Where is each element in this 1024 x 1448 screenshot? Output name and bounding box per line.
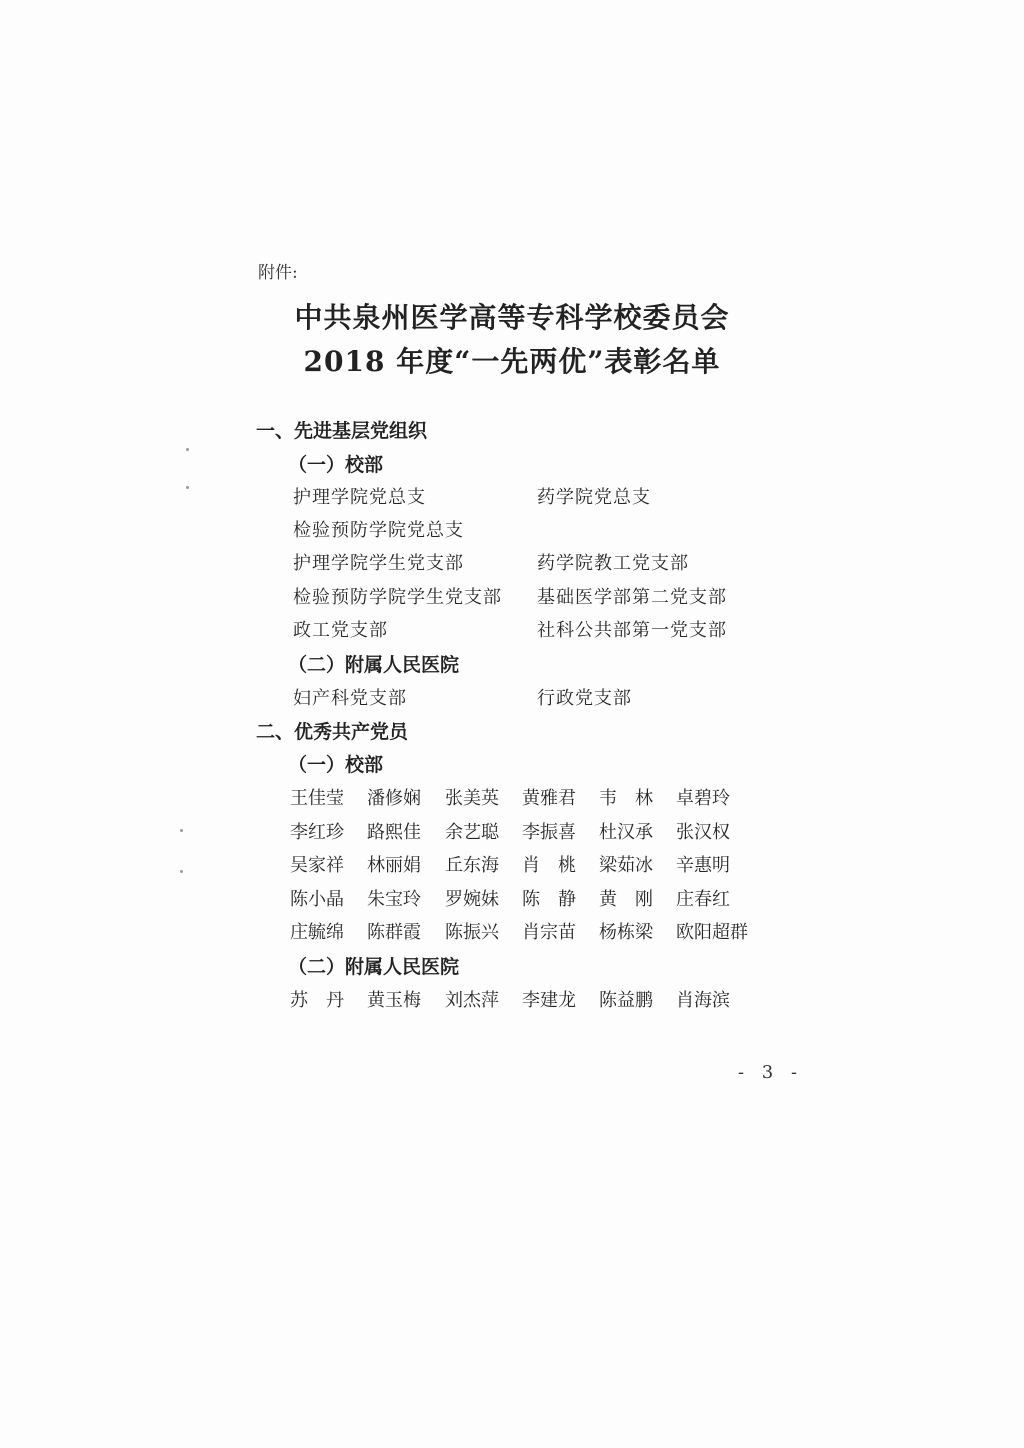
member-name: 余艺聪 — [445, 822, 499, 843]
member-name: 陈益鹏 — [599, 990, 653, 1011]
org-item: 检验预防学院学生党支部 — [293, 587, 502, 608]
member-name: 王佳莹 — [290, 788, 344, 809]
scan-speck — [186, 448, 189, 451]
member-name: 李红珍 — [290, 822, 344, 843]
member-name: 卓碧玲 — [676, 788, 730, 809]
member-name: 路熙佳 — [367, 822, 421, 843]
member-name: 辛惠明 — [676, 855, 730, 876]
member-name: 陈振兴 — [445, 922, 499, 943]
member-name: 肖 桃 — [522, 855, 576, 876]
scan-speck — [180, 829, 183, 832]
member-name: 肖宗苗 — [522, 922, 576, 943]
member-name: 梁茹冰 — [599, 855, 653, 876]
member-name: 张美英 — [445, 788, 499, 809]
section1-sub2-heading: （二）附属人民医院 — [288, 654, 460, 676]
member-name: 刘杰萍 — [445, 990, 499, 1011]
scan-speck — [186, 486, 189, 489]
org-item: 妇产科党支部 — [293, 688, 407, 709]
member-name: 苏 丹 — [290, 990, 344, 1011]
member-name: 朱宝玲 — [367, 889, 421, 910]
member-name: 庄春红 — [676, 889, 730, 910]
member-name: 李振喜 — [522, 822, 576, 843]
member-name: 庄毓绵 — [290, 922, 344, 943]
org-item: 药学院教工党支部 — [537, 553, 689, 574]
org-item: 基础医学部第二党支部 — [537, 587, 727, 608]
member-name: 肖海滨 — [676, 990, 730, 1011]
member-name: 李建龙 — [522, 990, 576, 1011]
org-item: 行政党支部 — [537, 688, 632, 709]
member-name: 黄玉梅 — [367, 990, 421, 1011]
section2-sub1-heading: （一）校部 — [288, 754, 384, 776]
org-item: 护理学院学生党支部 — [293, 553, 464, 574]
member-name: 黄 刚 — [599, 889, 653, 910]
member-name: 欧阳超群 — [676, 922, 748, 943]
scan-speck — [180, 870, 183, 873]
section1-sub1-heading: （一）校部 — [288, 454, 384, 476]
org-item: 护理学院党总支 — [293, 487, 426, 508]
section2-sub2-heading: （二）附属人民医院 — [288, 956, 460, 978]
member-name: 黄雅君 — [522, 788, 576, 809]
member-name: 潘修娴 — [367, 788, 421, 809]
page-number: - 3 - — [738, 1062, 804, 1083]
member-name: 丘东海 — [445, 855, 499, 876]
section2-heading: 二、优秀共产党员 — [256, 721, 409, 743]
org-item: 药学院党总支 — [537, 487, 651, 508]
document-title-line2: 2018 年度“一先两优”表彰名单 — [303, 345, 721, 378]
attachment-label: 附件: — [258, 263, 298, 283]
document-title-line1: 中共泉州医学高等专科学校委员会 — [294, 301, 730, 334]
member-name: 韦 林 — [599, 788, 653, 809]
org-item: 检验预防学院党总支 — [293, 520, 464, 541]
member-name: 杜汉承 — [599, 822, 653, 843]
member-name: 罗婉妹 — [445, 889, 499, 910]
member-name: 陈 静 — [522, 889, 576, 910]
member-name: 吴家祥 — [290, 855, 344, 876]
section1-heading: 一、先进基层党组织 — [256, 420, 428, 442]
org-item: 政工党支部 — [293, 620, 388, 641]
member-name: 杨栋梁 — [599, 922, 653, 943]
member-name: 陈群霞 — [367, 922, 421, 943]
member-name: 林丽娟 — [367, 855, 421, 876]
member-name: 陈小晶 — [290, 889, 344, 910]
member-name: 张汉权 — [676, 822, 730, 843]
org-item: 社科公共部第一党支部 — [537, 620, 727, 641]
